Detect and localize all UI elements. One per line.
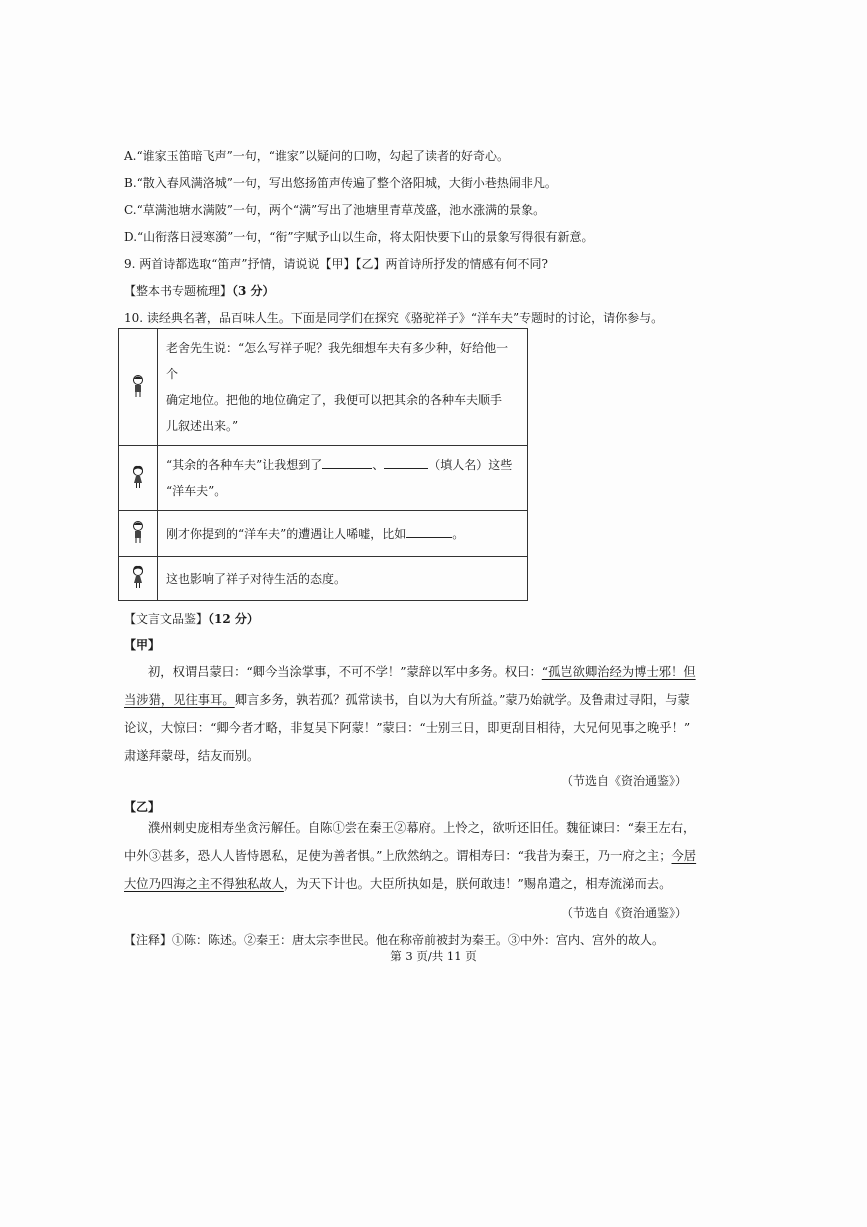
passage-fragment: 卿言多务，孰若孤？孤常读书，自以为大有所益。”蒙乃始就学。及鲁肃过寻阳，与蒙: [234, 693, 690, 707]
dialog-fragment: “其余的各种车夫”让我想到了: [166, 458, 323, 472]
passage-fragment: ，为天下计也。大臣所执如是，朕何敢违！”赐帛遣之，相寿流涕而去。: [283, 877, 672, 891]
page-footer: 第 3 页/共 11 页: [390, 949, 477, 963]
passage-line: [124, 686, 714, 714]
avatar-cell: [119, 557, 158, 601]
boy-icon: [130, 374, 146, 398]
dialog-fragment: 刚才你提到的“洋车夫”的遭遇让人唏嘘，比如: [166, 526, 407, 541]
girl-icon: [130, 465, 146, 489]
passage-line: 肃遂拜蒙母，结友而别。: [124, 749, 260, 763]
annotation-note: 【注释】①陈：陈述。②秦王：唐太宗李世民。他在称帝前被封为秦王。③中外：宫内、宫外的故人。: [124, 933, 665, 947]
underlined-sentence: 当涉猎，见往事耳。: [124, 693, 235, 707]
passage-yi: [124, 814, 714, 898]
source-jia: （节选自《资治通鉴》）: [560, 774, 687, 788]
dialog-row: [119, 446, 528, 511]
underlined-sentence: 大位乃四海之主不得独私故人: [124, 877, 284, 891]
dialog-fragment: 、: [372, 458, 385, 472]
question-9: 9. 两首诗都选取“笛声”抒情，请说说【甲】【乙】两首诗所抒发的情感有何不同?: [124, 257, 548, 271]
passage-line: [124, 870, 714, 898]
passage-line: 论议，大惊曰：“卿今者才略，非复吴下阿蒙！”蒙曰：“士别三日，即更刮目相待，大兄何见事之晚乎！”: [124, 721, 691, 735]
section-score: （12 分）: [208, 612, 259, 626]
boy-icon: [130, 520, 146, 544]
question-10: 10. 读经典名著，品百味人生。下面是同学们在探究《骆驼祥子》“洋车夫”专题时的讨论，请你参与。: [124, 311, 664, 325]
source-yi: （节选自《资治通鉴》）: [560, 906, 687, 920]
dialog-line: 确定地位。把他的地位确定了，我便可以把其余的各种车夫顺手: [166, 393, 503, 407]
passage-label-jia: 【甲】: [124, 638, 161, 652]
underlined-sentence: “孤岂欲卿治经为博士邪！但: [541, 665, 696, 679]
section-heading-classical: [124, 610, 259, 627]
option-d: D.“山衔落日浸寒漪”一句，“衔”字赋予山以生命，将太阳快要下山的景象写得很有新意。: [124, 230, 594, 244]
avatar-cell: [119, 446, 158, 511]
dialog-text: [158, 511, 528, 557]
dialog-fragment: 。: [452, 526, 465, 541]
discussion-table: [118, 328, 528, 601]
dialog-row: [119, 511, 528, 557]
passage-jia: [124, 658, 714, 770]
passage-fragment: 初，权谓吕蒙曰：“卿今当涂掌事，不可不学！”蒙辞以军中多务。权曰：: [148, 665, 542, 679]
passage-fragment: 中外③甚多，恐人人皆恃恩私，足使为善者惧。”上欣然纳之。谓相寿曰：“我昔为秦王，乃一府之主；: [124, 849, 672, 863]
dialog-fragment: （填人名）这些: [428, 458, 513, 472]
passage-line: [124, 658, 714, 686]
dialog-line: [166, 452, 519, 478]
answer-blank[interactable]: [322, 456, 372, 469]
avatar-cell: [119, 329, 158, 446]
answer-blank[interactable]: [406, 525, 452, 538]
passage-label-yi: 【乙】: [124, 800, 161, 814]
section-heading-book: [124, 282, 275, 299]
option-b: B.“散入春风满洛城”一句，写出悠扬笛声传遍了整个洛阳城，大街小巷热闹非凡。: [124, 176, 557, 190]
passage-line: [124, 842, 714, 870]
dialog-line: “洋车夫”。: [166, 484, 227, 498]
section-score: （3 分）: [232, 284, 275, 298]
section-title: 【整本书专题梳理】: [124, 284, 233, 298]
avatar-cell: [119, 511, 158, 557]
option-c: C.“草满池塘水满陂”一句，两个“满”写出了池塘里青草茂盛，池水涨满的景象。: [124, 203, 546, 217]
dialog-text: [158, 329, 528, 446]
option-a: A.“谁家玉笛暗飞声”一句，“谁家”以疑问的口吻，勾起了读者的好奇心。: [124, 149, 510, 163]
section-title: 【文言文品鉴】: [124, 612, 209, 626]
underlined-sentence: 今居: [671, 849, 697, 863]
dialog-row: [119, 557, 528, 601]
dialog-text: [158, 446, 528, 511]
passage-line: 濮州刺史庞相寿坐贪污解任。自陈①尝在秦王②幕府。上怜之，欲听还旧任。魏征谏曰：“秦王左右，: [148, 821, 696, 835]
dialog-line: 老舍先生说：“怎么写祥子呢？我先细想车夫有多少种，好给他一个: [166, 341, 509, 381]
dialog-row: [119, 329, 528, 446]
dialog-line: 儿叙述出来。”: [166, 419, 239, 433]
answer-blank[interactable]: [384, 456, 428, 469]
girl-icon: [130, 565, 146, 589]
dialog-text: 这也影响了祥子对待生活的态度。: [158, 557, 528, 601]
